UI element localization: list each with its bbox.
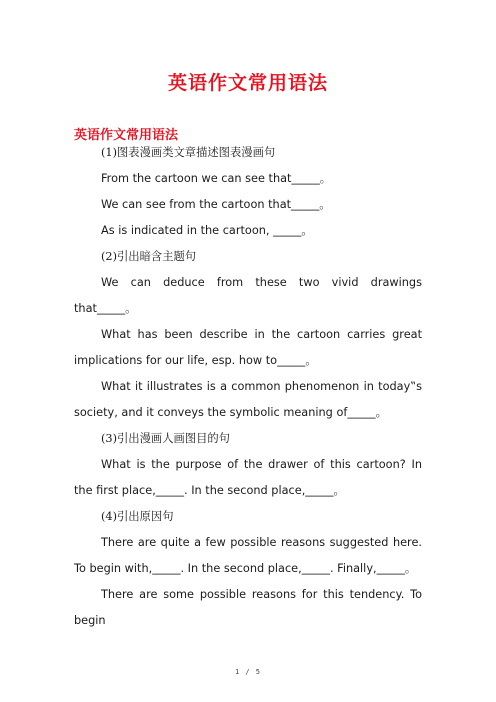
- paragraph: What is the purpose of the drawer of this cartoon? In the first place,_____. In the second place,_____。: [74, 458, 422, 497]
- paragraph: From the cartoon we can see that_____。: [101, 172, 332, 185]
- paragraph: (1)图表漫画类文章描述图表漫画句: [101, 146, 276, 159]
- paragraph: As is indicated in the cartoon, _____。: [101, 224, 313, 237]
- paragraph: We can deduce from these two vivid drawings that_____。: [74, 276, 422, 315]
- paragraph: What it illustrates is a common phenomenon in today‟s society, and it conveys the symbolic meaning of_____。: [74, 380, 422, 419]
- paragraph: There are quite a few possible reasons suggested here. To begin with,_____. In the second place,_____. Finally,_____。: [74, 536, 422, 575]
- paragraph: (4)引出原因句: [101, 510, 174, 523]
- document-title: 英语作文常用语法: [167, 72, 328, 94]
- page-number: 1 / 5: [234, 668, 262, 676]
- paragraph: What has been describe in the cartoon carries great implications for our life, esp. how to_____。: [74, 328, 422, 367]
- paragraph: There are some possible reasons for this tendency. To begin: [74, 588, 422, 627]
- section-heading: 英语作文常用语法: [74, 128, 179, 143]
- paragraph: We can see from the cartoon that_____。: [101, 198, 331, 211]
- paragraph: (3)引出漫画人画图目的句: [101, 432, 230, 445]
- document-body: [74, 140, 422, 634]
- paragraph: (2)引出暗含主题句: [101, 250, 197, 263]
